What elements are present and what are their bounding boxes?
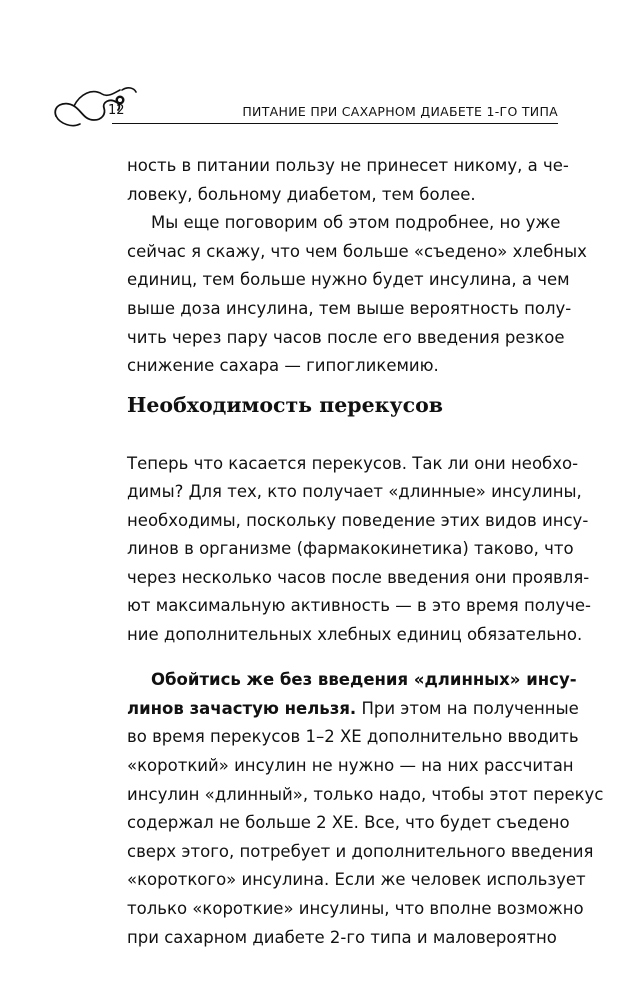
text-block-top [127, 152, 587, 381]
text-line: сейчас я скажу, что чем больше «съедено» хлебных [127, 241, 587, 261]
stethoscope-icon [50, 76, 140, 134]
text-line: димы? Для тех, кто получает «длинные» инсулины, [127, 482, 582, 502]
text-line: ние дополнительных хлебных единиц обязательно. [127, 625, 583, 645]
text-line-mixed [127, 695, 579, 724]
text-block-bottom [127, 433, 604, 969]
paragraph-1 [127, 152, 569, 209]
header-rule [112, 123, 558, 124]
text-line: выше доза инсулина, тем выше вероятность полу- [127, 298, 572, 318]
text-line: ловеку, больному диабетом, тем более. [127, 184, 476, 204]
text-line: ность в питании пользу не принесет никому, а че- [127, 156, 569, 175]
text-line: чить через пару часов после его введения резкое [127, 327, 565, 347]
text-line: необходимы, поскольку поведение этих видов инсу- [127, 510, 589, 530]
text-line: только «короткие» инсулины, что вполне возможно [127, 898, 584, 918]
text-line: «короткого» инсулина. Если же человек использует [127, 870, 586, 890]
bold-lead-line: Обойтись же без введения «длинных» инсу- [151, 670, 577, 690]
text-line: снижение сахара — гипогликемию. [127, 356, 439, 376]
text-line: во время перекусов 1–2 ХЕ дополнительно вводить [127, 727, 579, 747]
text-line: сверх этого, потребует и дополнительного введения [127, 841, 594, 861]
running-header [0, 70, 644, 130]
text-line: Мы еще поговорим об этом подробнее, но уже [151, 213, 561, 233]
text-line: содержал не больше 2 ХЕ. Все, что будет съедено [127, 813, 570, 833]
text-line: инсулин «длинный», только надо, чтобы этот перекус [127, 784, 604, 804]
paragraph-3 [127, 450, 591, 650]
page-number: 12 [108, 103, 125, 118]
section-heading: Необходимость перекусов [127, 393, 443, 417]
text-line: через несколько часов после введения они проявля- [127, 567, 590, 587]
text-line: единиц, тем больше нужно будет инсулина, а чем [127, 270, 570, 290]
text-line: линов в организме (фармакокинетика) таково, что [127, 539, 574, 559]
paragraph-2 [127, 209, 587, 381]
paragraph-4 [127, 666, 604, 952]
running-title: ПИТАНИЕ ПРИ САХАРНОМ ДИАБЕТЕ 1-ГО ТИПА [242, 104, 558, 119]
text-line: Теперь что касается перекусов. Так ли они необхо- [127, 453, 579, 473]
text-span: При этом на полученные [356, 698, 579, 718]
bold-lead-end: линов зачастую нельзя. [127, 698, 357, 718]
text-line: при сахарном диабете 2-го типа и маловероятно [127, 927, 557, 947]
text-line: «короткий» инсулин не нужно — на них рассчитан [127, 755, 574, 775]
text-line: ют максимальную активность — в это время получе- [127, 596, 591, 616]
